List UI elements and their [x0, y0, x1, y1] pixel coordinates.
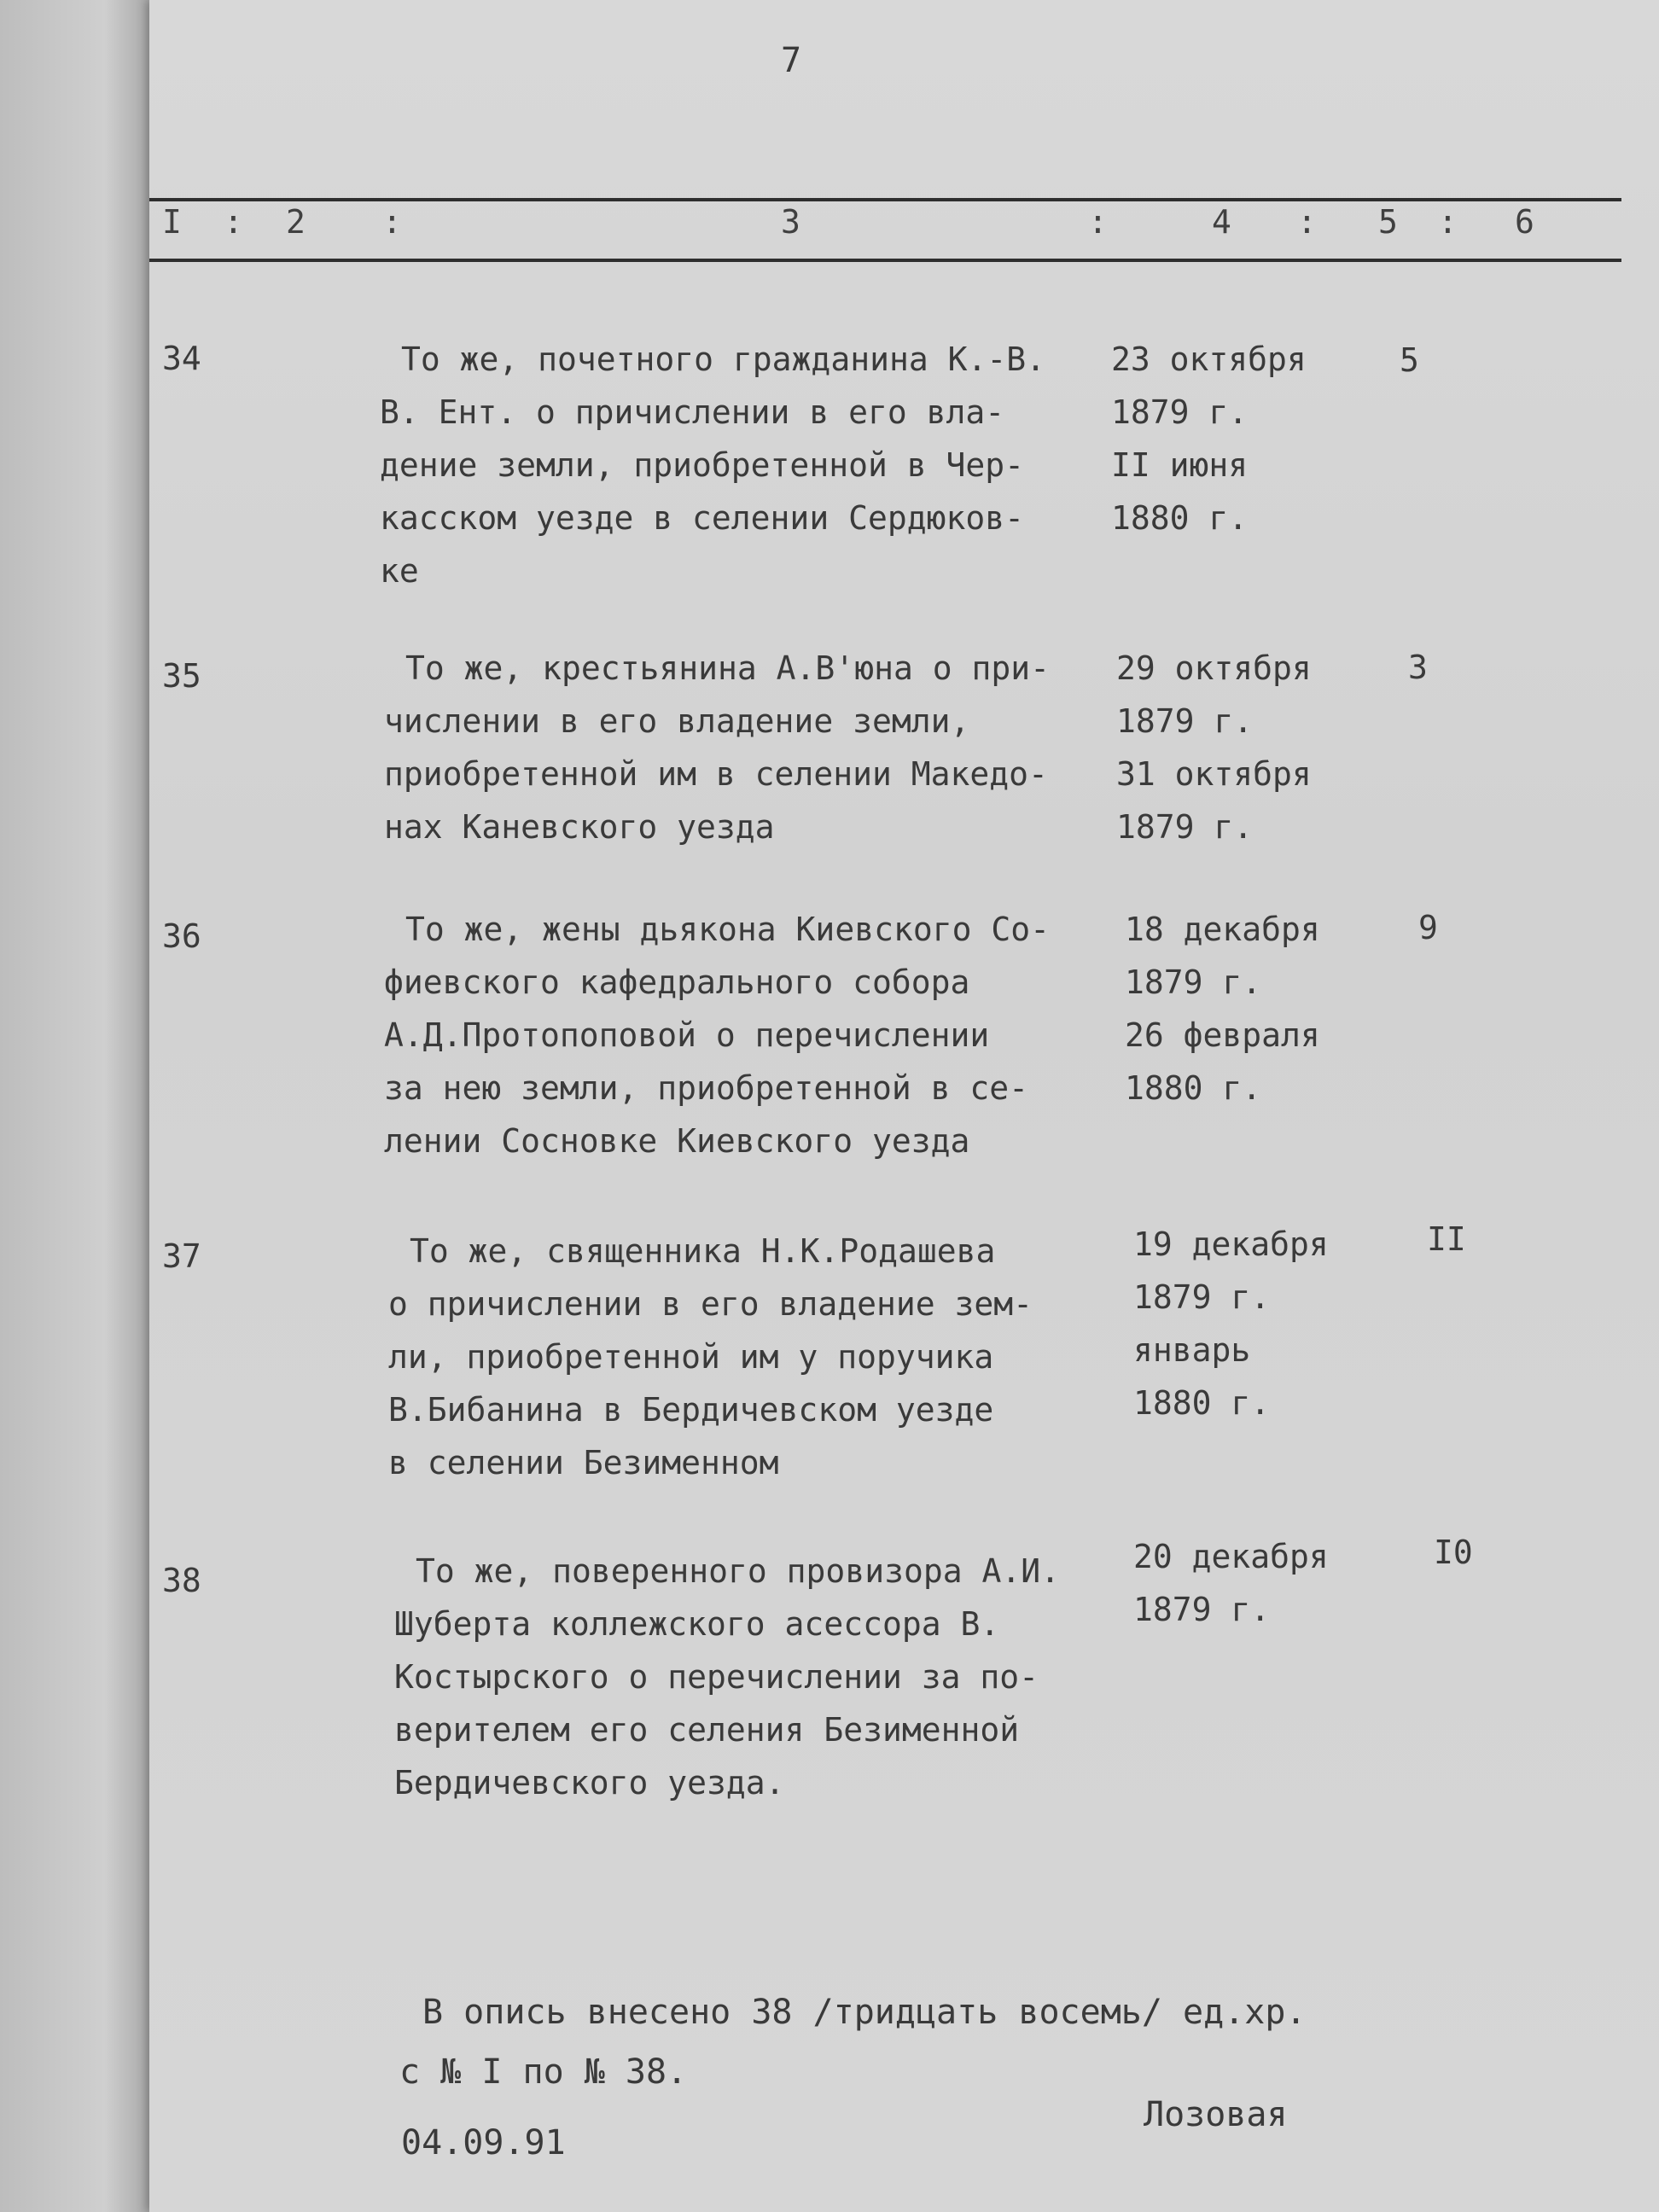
row-description: [384, 642, 1050, 853]
description-line: То же, крестьянина А.В'юна о при-: [405, 649, 1050, 687]
column-header-5: 5: [1378, 203, 1398, 241]
description-line: за нею земли, приобретенной в се-: [384, 1069, 1028, 1107]
row-sheets: 9: [1418, 909, 1438, 946]
description-line: Бердичевского уезда.: [394, 1764, 785, 1802]
description-line: нах Каневского уезда: [384, 808, 775, 846]
row-number: 34: [162, 340, 201, 377]
row-dates: [1111, 333, 1307, 544]
description-line: числении в его владение земли,: [384, 702, 970, 740]
column-header-3: 3: [781, 203, 800, 241]
date-line: 1879 г.: [1133, 1591, 1271, 1628]
row-sheets: 3: [1408, 649, 1428, 686]
description-line: Костырского о перечислении за по-: [394, 1658, 1039, 1696]
date-line: 1879 г.: [1125, 963, 1262, 1001]
description-line: фиевского кафедрального собора: [384, 963, 970, 1001]
column-separator: :: [224, 203, 243, 241]
description-line: лении Сосновке Киевского уезда: [384, 1122, 970, 1160]
column-separator: :: [1088, 203, 1108, 241]
summary-line: с № I по № 38.: [399, 2052, 688, 2092]
row-sheets: 5: [1400, 341, 1419, 379]
row-description: [394, 1545, 1060, 1809]
description-line: Шуберта коллежского асессора В.: [394, 1605, 1000, 1643]
date-line: январь: [1133, 1331, 1251, 1369]
compilation-date: 04.09.91: [401, 2123, 566, 2163]
date-line: 1880 г.: [1111, 499, 1249, 537]
column-header-6: 6: [1515, 203, 1534, 241]
column-header-4: 4: [1212, 203, 1231, 241]
description-line: ке: [380, 552, 419, 590]
row-description: [384, 903, 1050, 1167]
header-rule-top: [149, 198, 1621, 201]
row-number: 38: [162, 1562, 201, 1599]
column-separator: :: [1297, 203, 1317, 241]
date-line: 23 октября: [1111, 341, 1307, 378]
description-line: То же, почетного гражданина К.-В.: [401, 341, 1045, 378]
row-number: 36: [162, 917, 201, 955]
description-line: ли, приобретенной им у поручика: [388, 1338, 994, 1376]
column-separator: :: [382, 203, 402, 241]
date-line: 1879 г.: [1111, 393, 1249, 431]
description-line: в селении Безименном: [388, 1444, 779, 1481]
description-line: То же, жены дьякона Киевского Со-: [405, 911, 1050, 948]
date-line: 20 декабря: [1133, 1538, 1329, 1575]
description-line: приобретенной им в селении Македо-: [384, 755, 1048, 793]
row-number: 37: [162, 1237, 201, 1275]
date-line: 18 декабря: [1125, 911, 1320, 948]
row-sheets: II: [1427, 1220, 1466, 1258]
description-line: В.Бибанина в Бердичевском уезде: [388, 1391, 994, 1429]
page-number: 7: [781, 41, 802, 80]
row-description: [380, 333, 1045, 597]
date-line: 1879 г.: [1116, 808, 1254, 846]
row-dates: [1116, 642, 1312, 853]
column-header-1: I: [162, 203, 182, 241]
row-description: [388, 1225, 1033, 1489]
column-header-2: 2: [286, 203, 306, 241]
row-dates: [1125, 903, 1320, 1115]
date-line: 1879 г.: [1133, 1278, 1271, 1316]
date-line: 26 февраля: [1125, 1016, 1320, 1054]
row-sheets: I0: [1434, 1534, 1473, 1571]
summary-line: В опись внесено 38 /тридцать восемь/ ед.хр.: [422, 1993, 1307, 2032]
date-line: 19 декабря: [1133, 1225, 1329, 1263]
description-line: дение земли, приобретенной в Чер-: [380, 446, 1024, 484]
row-dates: [1133, 1530, 1329, 1636]
description-line: касском уезде в селении Сердюков-: [380, 499, 1024, 537]
binding-edge: [0, 0, 149, 2212]
signature: Лозовая: [1144, 2095, 1288, 2134]
date-line: 1880 г.: [1125, 1069, 1262, 1107]
row-dates: [1133, 1218, 1329, 1429]
row-number: 35: [162, 657, 201, 695]
description-line: верителем его селения Безименной: [394, 1711, 1020, 1749]
description-line: В. Ент. о причислении в его вла-: [380, 393, 1005, 431]
description-line: То же, поверенного провизора А.И.: [416, 1552, 1060, 1590]
date-line: 29 октября: [1116, 649, 1312, 687]
date-line: 31 октября: [1116, 755, 1312, 793]
header-rule-bottom: [149, 259, 1621, 262]
column-separator: :: [1438, 203, 1458, 241]
description-line: То же, священника Н.К.Родашева: [410, 1232, 996, 1270]
description-line: о причислении в его владение зем-: [388, 1285, 1033, 1323]
date-line: 1880 г.: [1133, 1384, 1271, 1422]
date-line: 1879 г.: [1116, 702, 1254, 740]
date-line: II июня: [1111, 446, 1249, 484]
description-line: А.Д.Протопоповой о перечислении: [384, 1016, 990, 1054]
